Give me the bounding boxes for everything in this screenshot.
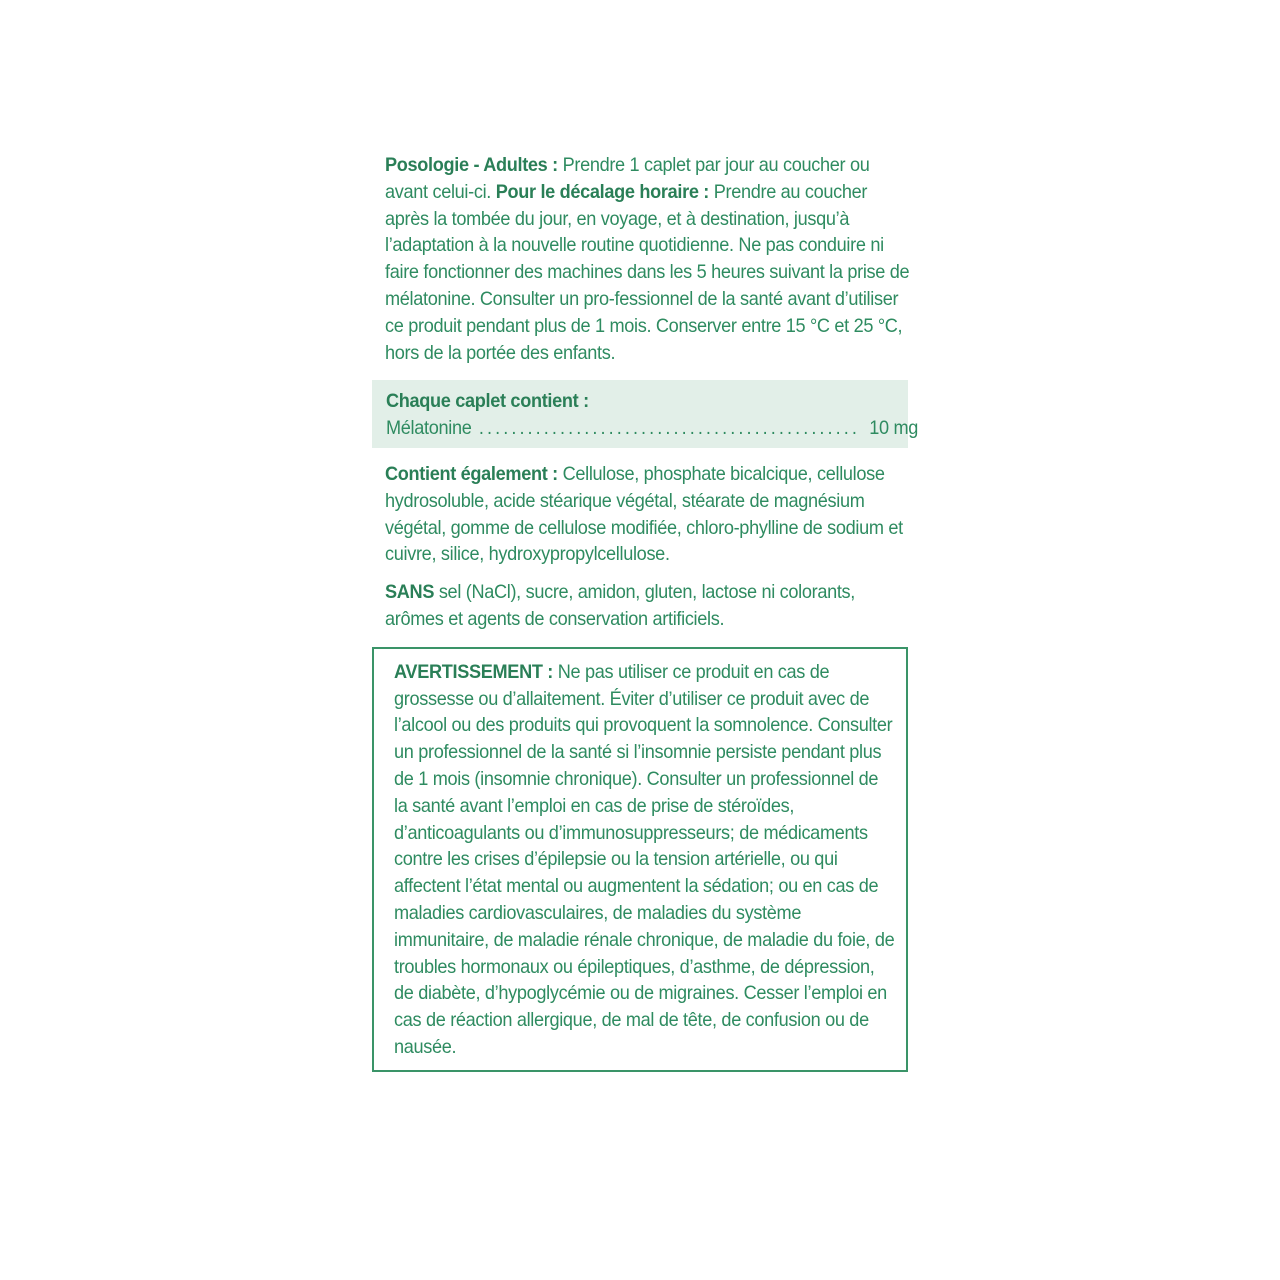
free-from-text: sel (NaCl), sucre, amidon, gluten, lactose ni colorants, arômes et agents de conservation artificiels. xyxy=(385,581,856,630)
free-from-label: SANS xyxy=(385,581,435,604)
warning-box xyxy=(372,647,908,1072)
contents-box xyxy=(372,380,919,448)
contents-block xyxy=(386,388,919,442)
also-contains-text: Cellulose, phosphate bicalcique, cellulose hydrosoluble, acide stéarique végétal, stéarate de magnésium végétal, gomme de cellulose modifiée, chloro-phylline de sodium et cuivre, silice, hydroxypropylcellulose. xyxy=(385,462,903,566)
jetlag-text: Prendre au coucher après la tombée du jour, en voyage, et à destination, jusqu’à l’adaptation à la nouvelle routine quotidienne. Ne pas conduire ni faire fonctionner des machines dans les 5 heures suivant la prise de mélatonine. Consulter un pro-fessionnel de la santé avant d’utiliser ce produit pendant plus de 1 mois. Conserver entre 15 °C et 25 °C, hors de la portée des enfants. xyxy=(385,180,910,364)
also-contains-section xyxy=(372,461,915,568)
ingredient-amount: 10 mg xyxy=(869,417,919,440)
ingredient-name: Mélatonine xyxy=(386,417,472,440)
warning-label: AVERTISSEMENT : xyxy=(394,660,554,683)
contents-title: Chaque caplet contient : xyxy=(386,390,589,413)
dosage-section xyxy=(372,152,915,366)
warning-text: Ne pas utiliser ce produit en cas de grossesse ou d’allaitement. Éviter d’utiliser ce produit avec de l’alcool ou des produits qui provoquent la somnolence. Consulter un professionnel de la santé si l’insomnie persiste pendant plus de 1 mois (insomnie chronique). Consulter un professionnel de la santé avant l’emploi en cas de prise de stéroïdes, d’anticoagulants ou d’immunosuppresseurs; de médicaments contre les crises d’épilepsie ou la tension artérielle, ou qui affectent l’état mental ou augmentent la sédation; ou en cas de maladies cardiovasculaires, de maladies du système immunitaire, de maladie rénale chronique, de maladie du foie, de troubles hormonaux ou épileptiques, d’asthme, de dépression, de diabète, d’hypoglycémie ou de migraines. Cesser l’emploi en cas de réaction allergique, de mal de tête, de confusion ou de nausée. xyxy=(394,660,895,1058)
warning-section xyxy=(394,659,896,1061)
product-label-panel xyxy=(372,152,919,1072)
free-from-section xyxy=(372,579,915,633)
dosage-adults-label: Posologie - Adultes : xyxy=(385,154,558,176)
jetlag-label: Pour le décalage horaire : xyxy=(495,180,710,203)
ingredient-row xyxy=(386,415,919,442)
dosage-adults-text: Prendre 1 caplet par jour au coucher ou avant celui-ci. xyxy=(385,154,870,203)
also-contains-label: Contient également : xyxy=(385,462,558,485)
ingredient-leader-dots: ............................................... xyxy=(478,417,860,440)
